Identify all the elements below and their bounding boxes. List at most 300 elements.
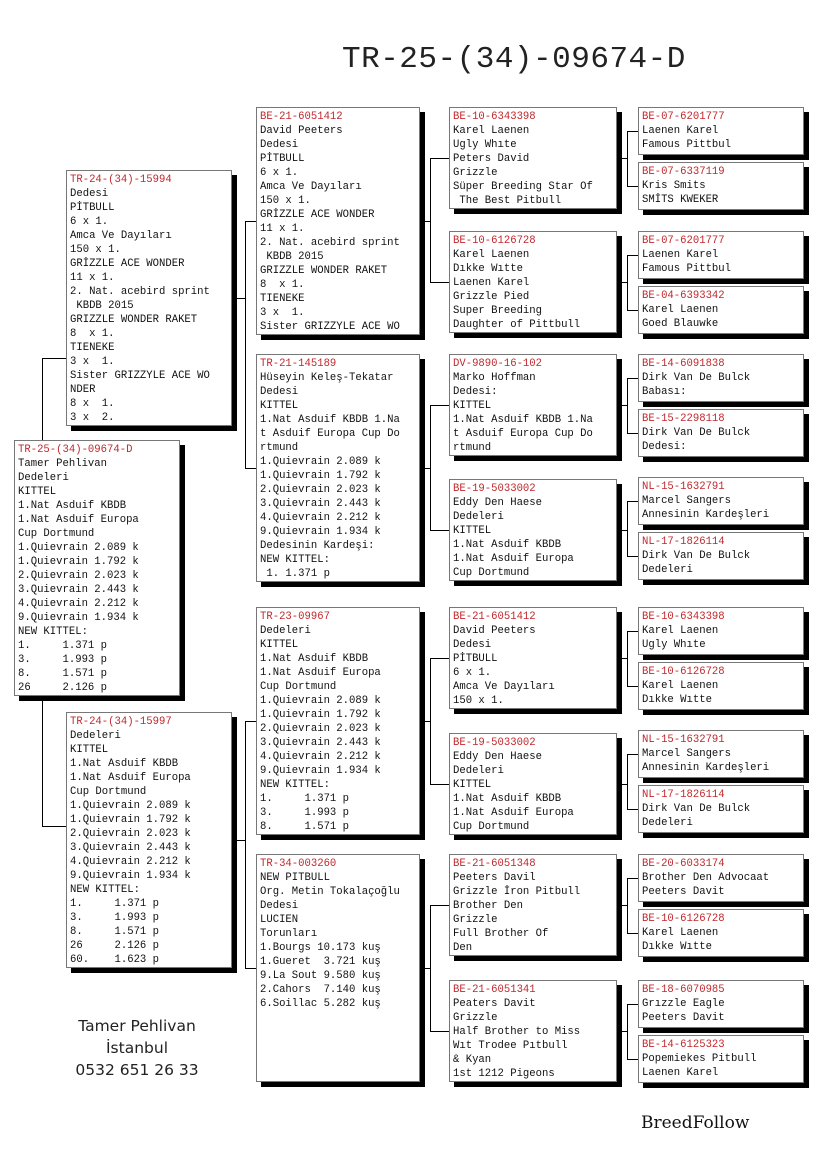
pigeon-info-line: Eddy Den Haese bbox=[453, 497, 543, 509]
pigeon-card-sssd[interactable] bbox=[638, 162, 804, 210]
pigeon-info-line: Marcel Sangers bbox=[642, 495, 732, 507]
pigeon-info-line: 6 x 1. bbox=[70, 216, 109, 228]
pigeon-info-line: 2. Nat. acebird sprint bbox=[260, 237, 400, 249]
connector-line bbox=[627, 501, 628, 557]
pigeon-info-line: 1.Quievrain 2.089 k bbox=[260, 456, 381, 468]
pigeon-info-line: Karel Laenen bbox=[642, 304, 719, 316]
pigeon-info-line: Eddy Den Haese bbox=[453, 751, 543, 763]
pedigree-title: TR-25-(34)-09674-D bbox=[342, 42, 686, 77]
pigeon-info-line: Full Brother Of bbox=[453, 928, 549, 940]
connector-line bbox=[617, 905, 627, 906]
ring-number: BE-07-6337119 bbox=[642, 166, 725, 178]
owner-name: Tamer Pehlivan bbox=[78, 1017, 196, 1035]
pigeon-info-line: 4.Quievrain 2.212 k bbox=[260, 751, 381, 763]
pigeon-info-line: & Kyan bbox=[453, 1054, 492, 1066]
pigeon-info-line: NEW KITTEL: bbox=[70, 884, 140, 896]
connector-line bbox=[245, 468, 256, 469]
pigeon-info-line: Tamer Pehlivan bbox=[18, 458, 108, 470]
ring-number: TR-34-003260 bbox=[260, 858, 337, 870]
pigeon-card-dam[interactable] bbox=[66, 712, 232, 968]
pigeon-card-dsd[interactable] bbox=[449, 733, 617, 835]
connector-line bbox=[617, 784, 627, 785]
pigeon-info-line: 9.Quievrain 1.934 k bbox=[260, 526, 381, 538]
pigeon-info-line: Kris Smits bbox=[642, 180, 706, 192]
pigeon-card-ds[interactable] bbox=[256, 607, 420, 835]
pigeon-info-line: Daughter of Pittbull bbox=[453, 319, 581, 331]
pigeon-info-line: 8 x 1. bbox=[70, 398, 115, 410]
connector-line bbox=[627, 433, 638, 434]
pigeon-card-sdsd[interactable] bbox=[638, 409, 804, 457]
ring-number: BE-07-6201777 bbox=[642, 111, 725, 123]
pigeon-info-line: 3.Quievrain 2.443 k bbox=[260, 498, 381, 510]
pigeon-info-line: 1.Quievrain 2.089 k bbox=[18, 542, 139, 554]
pigeon-info-line: 2.Quievrain 2.023 k bbox=[18, 570, 139, 582]
pigeon-info-line: Dıkke Wıtte bbox=[642, 941, 712, 953]
pigeon-info-line: 3. 1.993 p bbox=[18, 654, 108, 666]
pigeon-info-line: KITTEL bbox=[453, 400, 492, 412]
pigeon-info-line: Karel Laenen bbox=[453, 249, 530, 261]
pigeon-card-dss[interactable] bbox=[449, 607, 617, 709]
ring-number: BE-10-6343398 bbox=[642, 611, 725, 623]
connector-line bbox=[420, 468, 430, 469]
pigeon-info-line: 2.Cahors 7.140 kuş bbox=[260, 984, 381, 996]
pigeon-info-line: TIENEKE bbox=[260, 293, 305, 305]
pigeon-info-line: Peeters Davit bbox=[642, 1012, 725, 1024]
pigeon-info-line: Dedesi bbox=[260, 386, 299, 398]
connector-line bbox=[430, 282, 449, 283]
pigeon-card-dsds[interactable] bbox=[638, 730, 804, 778]
pigeon-info-line: 1.Nat Asduif KBDB bbox=[453, 539, 562, 551]
connector-line bbox=[627, 378, 638, 379]
pigeon-card-sss[interactable] bbox=[449, 107, 617, 209]
pigeon-info-line: Ugly Whıte bbox=[453, 139, 517, 151]
pigeon-info-line: KITTEL bbox=[18, 486, 57, 498]
connector-line bbox=[617, 1031, 627, 1032]
connector-line bbox=[617, 658, 627, 659]
ring-number: BE-18-6070985 bbox=[642, 984, 725, 996]
pigeon-info-line: SMİTS KWEKER bbox=[642, 194, 719, 206]
connector-line bbox=[42, 358, 66, 359]
pigeon-info-line: GRIZZLE WONDER RAKET bbox=[70, 314, 198, 326]
pigeon-info-line: David Peeters bbox=[260, 125, 343, 137]
pigeon-info-line: Cup Dortmund bbox=[18, 528, 95, 540]
pigeon-info-line: 8. 1.571 p bbox=[260, 821, 350, 833]
pigeon-info-line: Grızzle Eagle bbox=[642, 998, 725, 1010]
pigeon-info-line: 3. 1.993 p bbox=[70, 912, 160, 924]
pigeon-info-line: Marcel Sangers bbox=[642, 748, 732, 760]
connector-line bbox=[627, 933, 638, 934]
pigeon-card-ssd[interactable] bbox=[449, 231, 617, 333]
connector-line bbox=[627, 186, 638, 187]
pigeon-info-line: Grizzle bbox=[453, 167, 498, 179]
pigeon-info-line: 1.Quievrain 2.089 k bbox=[70, 800, 191, 812]
pigeon-info-line: Brother Den bbox=[453, 900, 523, 912]
pigeon-info-line: 150 x 1. bbox=[260, 195, 311, 207]
pigeon-info-line: Annesinin Kardeşleri bbox=[642, 762, 770, 774]
connector-line bbox=[627, 631, 638, 632]
pigeon-info-line: 1. 1.371 p bbox=[260, 793, 350, 805]
ring-number: BE-21-6051348 bbox=[453, 858, 536, 870]
pigeon-info-line: 3.Quievrain 2.443 k bbox=[70, 842, 191, 854]
pigeon-info-line: Süper Breeding Star Of bbox=[453, 181, 593, 193]
pigeon-info-line: GRİZZLE ACE WONDER bbox=[260, 209, 375, 221]
connector-line bbox=[430, 158, 431, 283]
pigeon-info-line: 1.Nat Asduif Europa bbox=[260, 667, 381, 679]
ring-number: TR-21-145189 bbox=[260, 358, 337, 370]
connector-line bbox=[627, 878, 628, 934]
ring-number: BE-19-5033002 bbox=[453, 737, 536, 749]
pigeon-info-line: PİTBULL bbox=[70, 202, 115, 214]
pigeon-info-line: Dedesi bbox=[260, 900, 299, 912]
ring-number: NL-17-1826114 bbox=[642, 536, 725, 548]
pigeon-info-line: NEW KITTEL: bbox=[260, 779, 330, 791]
pigeon-info-line: 8 x 1. bbox=[260, 279, 305, 291]
pigeon-info-line: Babası: bbox=[642, 386, 687, 398]
pigeon-info-line: KBDB 2015 bbox=[70, 300, 134, 312]
pigeon-info-line: t Asduif Europa Cup Do bbox=[453, 428, 593, 440]
connector-line bbox=[627, 131, 628, 187]
pigeon-card-sdd[interactable] bbox=[449, 479, 617, 581]
connector-line bbox=[627, 686, 638, 687]
pigeon-card-ssss[interactable] bbox=[638, 107, 804, 155]
pigeon-info-line: Grizzle bbox=[453, 914, 498, 926]
connector-line bbox=[430, 658, 449, 659]
pigeon-info-line: NEW PITBULL bbox=[260, 872, 330, 884]
ring-number: BE-10-6343398 bbox=[453, 111, 536, 123]
pigeon-info-line: Cup Dortmund bbox=[260, 681, 337, 693]
ring-number: BE-19-5033002 bbox=[453, 483, 536, 495]
ring-number: BE-07-6201777 bbox=[642, 235, 725, 247]
pigeon-card-sdds[interactable] bbox=[638, 477, 804, 525]
pigeon-info-line: 1.Quievrain 1.792 k bbox=[18, 556, 139, 568]
pigeon-card-sddd[interactable] bbox=[638, 532, 804, 580]
pigeon-info-line: Laenen Karel bbox=[453, 277, 530, 289]
ring-number: BE-21-6051341 bbox=[453, 984, 536, 996]
pigeon-info-line: 1.Nat Asduif KBDB 1.Na bbox=[260, 414, 400, 426]
pigeon-info-line: KITTEL bbox=[70, 744, 109, 756]
pigeon-info-line: 1st 1212 Pigeons bbox=[453, 1068, 555, 1080]
pigeon-info-line: Dıkke Wıtte bbox=[642, 694, 712, 706]
connector-line bbox=[42, 696, 43, 827]
pigeon-info-line: 1. 1.371 p bbox=[260, 568, 330, 580]
connector-line bbox=[627, 501, 638, 502]
pigeon-info-line: Amca Ve Dayıları bbox=[260, 181, 362, 193]
pigeon-info-line: Dedesinin Kardeşi: bbox=[260, 540, 375, 552]
pigeon-info-line: 9.La Sout 9.580 kuş bbox=[260, 970, 381, 982]
connector-line bbox=[42, 358, 43, 440]
pigeon-info-line: GRIZZLE WONDER RAKET bbox=[260, 265, 388, 277]
pigeon-info-line: Grizzle İron Pitbull bbox=[453, 886, 581, 898]
pigeon-info-line: Peters David bbox=[453, 153, 530, 165]
pigeon-info-line: NEW KITTEL: bbox=[260, 554, 330, 566]
pigeon-info-line: 150 x 1. bbox=[453, 695, 504, 707]
pigeon-info-line: TIENEKE bbox=[70, 342, 115, 354]
pigeon-info-line: Torunları bbox=[260, 928, 318, 940]
pigeon-info-line: 150 x 1. bbox=[70, 244, 121, 256]
connector-line bbox=[617, 530, 627, 531]
pigeon-info-line: Grizzle bbox=[453, 1012, 498, 1024]
pigeon-card-sire[interactable] bbox=[66, 170, 232, 426]
pigeon-info-line: Annesinin Kardeşleri bbox=[642, 509, 770, 521]
connector-line bbox=[627, 255, 628, 311]
pigeon-info-line: Dedesi bbox=[260, 139, 299, 151]
pigeon-info-line: Hüseyin Keleş-Tekatar bbox=[260, 372, 394, 384]
owner-city: İstanbul bbox=[105, 1039, 168, 1057]
ring-number: BE-21-6051412 bbox=[453, 611, 536, 623]
pigeon-info-line: Half Brother to Miss bbox=[453, 1026, 581, 1038]
pigeon-info-line: Dirk Van De Bulck bbox=[642, 803, 751, 815]
pigeon-info-line: Peeters Davit bbox=[642, 886, 725, 898]
pigeon-info-line: 1.Nat Asduif KBDB bbox=[70, 758, 179, 770]
ring-number: BE-14-6091838 bbox=[642, 358, 725, 370]
pigeon-card-sds[interactable] bbox=[449, 354, 617, 456]
pigeon-info-line: 26 2.126 p bbox=[70, 940, 160, 952]
pigeon-info-line: Karel Laenen bbox=[453, 125, 530, 137]
pigeon-info-line: 8 x 1. bbox=[70, 328, 115, 340]
pigeon-info-line: 9.Quievrain 1.934 k bbox=[18, 612, 139, 624]
connector-line bbox=[627, 310, 638, 311]
pigeon-info-line: 6 x 1. bbox=[453, 667, 492, 679]
pigeon-info-line: Dedeleri bbox=[642, 564, 693, 576]
pigeon-info-line: KBDB 2015 bbox=[260, 251, 324, 263]
pigeon-info-line: Dedesi bbox=[453, 639, 492, 651]
ring-number: BE-10-6126728 bbox=[642, 913, 725, 925]
connector-line bbox=[627, 1004, 628, 1060]
connector-line bbox=[627, 255, 638, 256]
connector-line bbox=[627, 809, 638, 810]
brand-logo: BreedFollow bbox=[641, 1113, 750, 1133]
connector-line bbox=[245, 968, 256, 969]
pigeon-info-line: Dedesi: bbox=[642, 441, 687, 453]
connector-line bbox=[627, 631, 628, 687]
pigeon-info-line: 11 x 1. bbox=[70, 272, 115, 284]
pigeon-info-line: Dedesi bbox=[70, 188, 109, 200]
pigeon-info-line: rtmund bbox=[453, 442, 492, 454]
pigeon-card-subject-pigeon[interactable] bbox=[14, 440, 180, 696]
ring-number: BE-21-6051412 bbox=[260, 111, 343, 123]
pigeon-info-line: PİTBULL bbox=[260, 153, 305, 165]
pigeon-info-line: KITTEL bbox=[260, 400, 299, 412]
connector-line bbox=[627, 754, 628, 810]
connector-line bbox=[430, 405, 449, 406]
ring-number: TR-23-09967 bbox=[260, 611, 330, 623]
pigeon-info-line: 4.Quievrain 2.212 k bbox=[70, 856, 191, 868]
pigeon-info-line: Dedeleri bbox=[18, 472, 69, 484]
connector-line bbox=[617, 282, 627, 283]
pigeon-info-line: Dirk Van De Bulck bbox=[642, 427, 751, 439]
pigeon-info-line: GRİZZLE ACE WONDER bbox=[70, 258, 185, 270]
pigeon-info-line: Marko Hoffman bbox=[453, 372, 536, 384]
pigeon-info-line: 1.Quievrain 1.792 k bbox=[70, 814, 191, 826]
ring-number: TR-24-(34)-15994 bbox=[70, 174, 172, 186]
connector-line bbox=[627, 556, 638, 557]
pigeon-info-line: KITTEL bbox=[260, 639, 299, 651]
pigeon-info-line: Laenen Karel bbox=[642, 125, 719, 137]
connector-line bbox=[627, 1059, 638, 1060]
pigeon-info-line: 6.Soillac 5.282 kuş bbox=[260, 998, 381, 1010]
pigeon-card-dsdd[interactable] bbox=[638, 785, 804, 833]
pigeon-info-line: Karel Laenen bbox=[642, 680, 719, 692]
pigeon-info-line: 1.Nat Asduif Europa bbox=[70, 772, 191, 784]
ring-number: TR-24-(34)-15997 bbox=[70, 716, 172, 728]
pigeon-info-line: Wıt Trodee Pıtbull bbox=[453, 1040, 568, 1052]
pigeon-info-line: Sister GRIZZYLE ACE WO bbox=[70, 370, 210, 382]
connector-line bbox=[627, 131, 638, 132]
pigeon-info-line: Brother Den Advocaat bbox=[642, 872, 770, 884]
connector-line bbox=[430, 530, 449, 531]
pigeon-card-ddss[interactable] bbox=[638, 854, 804, 902]
pigeon-info-line: Super Breeding bbox=[453, 305, 543, 317]
pigeon-info-line: 60. 1.623 p bbox=[70, 954, 160, 966]
pigeon-info-line: Dedesi: bbox=[453, 386, 498, 398]
ring-number: TR-25-(34)-09674-D bbox=[18, 444, 133, 456]
pigeon-card-ss[interactable] bbox=[256, 107, 420, 335]
pigeon-info-line: 1.Nat Asduif KBDB bbox=[18, 500, 127, 512]
ring-number: BE-20-6033174 bbox=[642, 858, 725, 870]
pigeon-info-line: Cup Dortmund bbox=[453, 567, 530, 579]
connector-line bbox=[430, 905, 449, 906]
connector-line bbox=[627, 878, 638, 879]
ring-number: NL-15-1632791 bbox=[642, 481, 725, 493]
pigeon-info-line: 1.Nat Asduif KBDB bbox=[260, 653, 369, 665]
pigeon-info-line: Famous Pittbul bbox=[642, 263, 732, 275]
pigeon-info-line: 6 x 1. bbox=[260, 167, 299, 179]
pigeon-card-ddsd[interactable] bbox=[638, 909, 804, 957]
connector-line bbox=[232, 298, 245, 299]
connector-line bbox=[42, 826, 66, 827]
connector-line bbox=[430, 158, 449, 159]
pigeon-info-line: 2.Quievrain 2.023 k bbox=[260, 484, 381, 496]
connector-line bbox=[627, 1004, 638, 1005]
pigeon-card-sdss[interactable] bbox=[638, 354, 804, 402]
pigeon-info-line: Dıkke Wıtte bbox=[453, 263, 523, 275]
connector-line bbox=[617, 405, 627, 406]
pigeon-card-sd[interactable] bbox=[256, 354, 420, 582]
pigeon-info-line: 1. 1.371 p bbox=[18, 640, 108, 652]
pigeon-info-line: LUCIEN bbox=[260, 914, 299, 926]
pigeon-info-line: 9.Quievrain 1.934 k bbox=[70, 870, 191, 882]
pigeon-info-line: 2.Quievrain 2.023 k bbox=[70, 828, 191, 840]
ring-number: BE-10-6126728 bbox=[642, 666, 725, 678]
pigeon-info-line: Grizzle Pied bbox=[453, 291, 530, 303]
pigeon-info-line: Dedeleri bbox=[453, 765, 504, 777]
pigeon-info-line: 4.Quievrain 2.212 k bbox=[260, 512, 381, 524]
connector-line bbox=[430, 784, 449, 785]
pigeon-info-line: 2. Nat. acebird sprint bbox=[70, 286, 210, 298]
pigeon-info-line: 3.Quievrain 2.443 k bbox=[18, 584, 139, 596]
connector-line bbox=[430, 405, 431, 531]
pigeon-info-line: Amca Ve Dayıları bbox=[453, 681, 555, 693]
connector-line bbox=[245, 221, 256, 222]
pigeon-info-line: 1.Nat Asduif Europa bbox=[453, 807, 574, 819]
pigeon-info-line: 3. 1.993 p bbox=[260, 807, 350, 819]
ring-number: BE-04-6393342 bbox=[642, 290, 725, 302]
connector-line bbox=[430, 905, 431, 1032]
pigeon-info-line: Peaters Davit bbox=[453, 998, 536, 1010]
pigeon-info-line: 9.Quievrain 1.934 k bbox=[260, 765, 381, 777]
pigeon-info-line: 3.Quievrain 2.443 k bbox=[260, 737, 381, 749]
pigeon-info-line: 1.Nat Asduif Europa bbox=[18, 514, 139, 526]
connector-line bbox=[232, 840, 245, 841]
pigeon-info-line: Dedeleri bbox=[642, 817, 693, 829]
pigeon-info-line: Peeters Davil bbox=[453, 872, 536, 884]
pigeon-info-line: Famous Pittbul bbox=[642, 139, 732, 151]
pigeon-info-line: 11 x 1. bbox=[260, 223, 305, 235]
pigeon-card-ddds[interactable] bbox=[638, 980, 804, 1028]
pigeon-info-line: David Peeters bbox=[453, 625, 536, 637]
pigeon-info-line: Den bbox=[453, 942, 473, 954]
pigeon-card-ssdd[interactable] bbox=[638, 286, 804, 334]
pigeon-info-line: Dedeleri bbox=[260, 625, 311, 637]
ring-number: NL-17-1826114 bbox=[642, 789, 725, 801]
pigeon-info-line: 1.Nat Asduif Europa bbox=[453, 553, 574, 565]
pigeon-info-line: Cup Dortmund bbox=[70, 786, 147, 798]
pigeon-info-line: KITTEL bbox=[453, 525, 492, 537]
pigeon-info-line: 1.Quievrain 1.792 k bbox=[260, 470, 381, 482]
ring-number: DV-9890-16-102 bbox=[453, 358, 543, 370]
pigeon-info-line: 1. 1.371 p bbox=[70, 898, 160, 910]
pigeon-card-ssds[interactable] bbox=[638, 231, 804, 279]
pigeon-info-line: 8. 1.571 p bbox=[18, 668, 108, 680]
owner-contact bbox=[62, 1015, 212, 1081]
pigeon-card-dds[interactable] bbox=[449, 854, 617, 956]
connector-line bbox=[420, 221, 430, 222]
pigeon-info-line: 3 x 1. bbox=[70, 356, 115, 368]
pigeon-info-line: Goed Blauwke bbox=[642, 318, 719, 330]
pigeon-info-line: Dedeleri bbox=[453, 511, 504, 523]
pigeon-card-dsss[interactable] bbox=[638, 607, 804, 655]
pigeon-info-line: 1.Gueret 3.721 kuş bbox=[260, 956, 381, 968]
pigeon-card-ddd[interactable] bbox=[449, 980, 617, 1082]
pigeon-info-line: Sister GRIZZYLE ACE WO bbox=[260, 321, 400, 333]
pigeon-info-line: t Asduif Europa Cup Do bbox=[260, 428, 400, 440]
pigeon-info-line: Dirk Van De Bulck bbox=[642, 372, 751, 384]
pigeon-info-line: Amca Ve Dayıları bbox=[70, 230, 172, 242]
pigeon-card-dssd[interactable] bbox=[638, 662, 804, 710]
pigeon-info-line: Karel Laenen bbox=[642, 927, 719, 939]
pigeon-info-line: Laenen Karel bbox=[642, 249, 719, 261]
pigeon-info-line: 1.Quievrain 2.089 k bbox=[260, 695, 381, 707]
ring-number: BE-10-6126728 bbox=[453, 235, 536, 247]
pigeon-info-line: NEW KITTEL: bbox=[18, 626, 88, 638]
connector-line bbox=[617, 158, 627, 159]
ring-number: BE-14-6125323 bbox=[642, 1039, 725, 1051]
connector-line bbox=[420, 968, 430, 969]
connector-line bbox=[627, 754, 638, 755]
pigeon-info-line: Dedeleri bbox=[70, 730, 121, 742]
pigeon-info-line: 4.Quievrain 2.212 k bbox=[18, 598, 139, 610]
pigeon-info-line: The Best Pitbull bbox=[453, 195, 562, 207]
pigeon-card-dddd[interactable] bbox=[638, 1035, 804, 1083]
pigeon-info-line: rtmund bbox=[260, 442, 299, 454]
pigeon-card-dd[interactable] bbox=[256, 854, 420, 1082]
pigeon-info-line: Popemiekes Pitbull bbox=[642, 1053, 757, 1065]
pigeon-info-line: Ugly Whıte bbox=[642, 639, 706, 651]
pigeon-info-line: KITTEL bbox=[453, 779, 492, 791]
pigeon-info-line: 26 2.126 p bbox=[18, 682, 108, 694]
owner-phone: 0532 651 26 33 bbox=[75, 1061, 199, 1079]
connector-line bbox=[430, 1031, 449, 1032]
pigeon-info-line: Org. Metin Tokalaçoğlu bbox=[260, 886, 400, 898]
pigeon-info-line: Dirk Van De Bulck bbox=[642, 550, 751, 562]
pigeon-info-line: NDER bbox=[70, 384, 96, 396]
pigeon-info-line: 3 x 2. bbox=[70, 412, 115, 424]
pigeon-info-line: 1.Quievrain 1.792 k bbox=[260, 709, 381, 721]
connector-line bbox=[245, 721, 246, 969]
connector-line bbox=[245, 721, 256, 722]
connector-line bbox=[245, 221, 246, 469]
pigeon-info-line: 8. 1.571 p bbox=[70, 926, 160, 938]
